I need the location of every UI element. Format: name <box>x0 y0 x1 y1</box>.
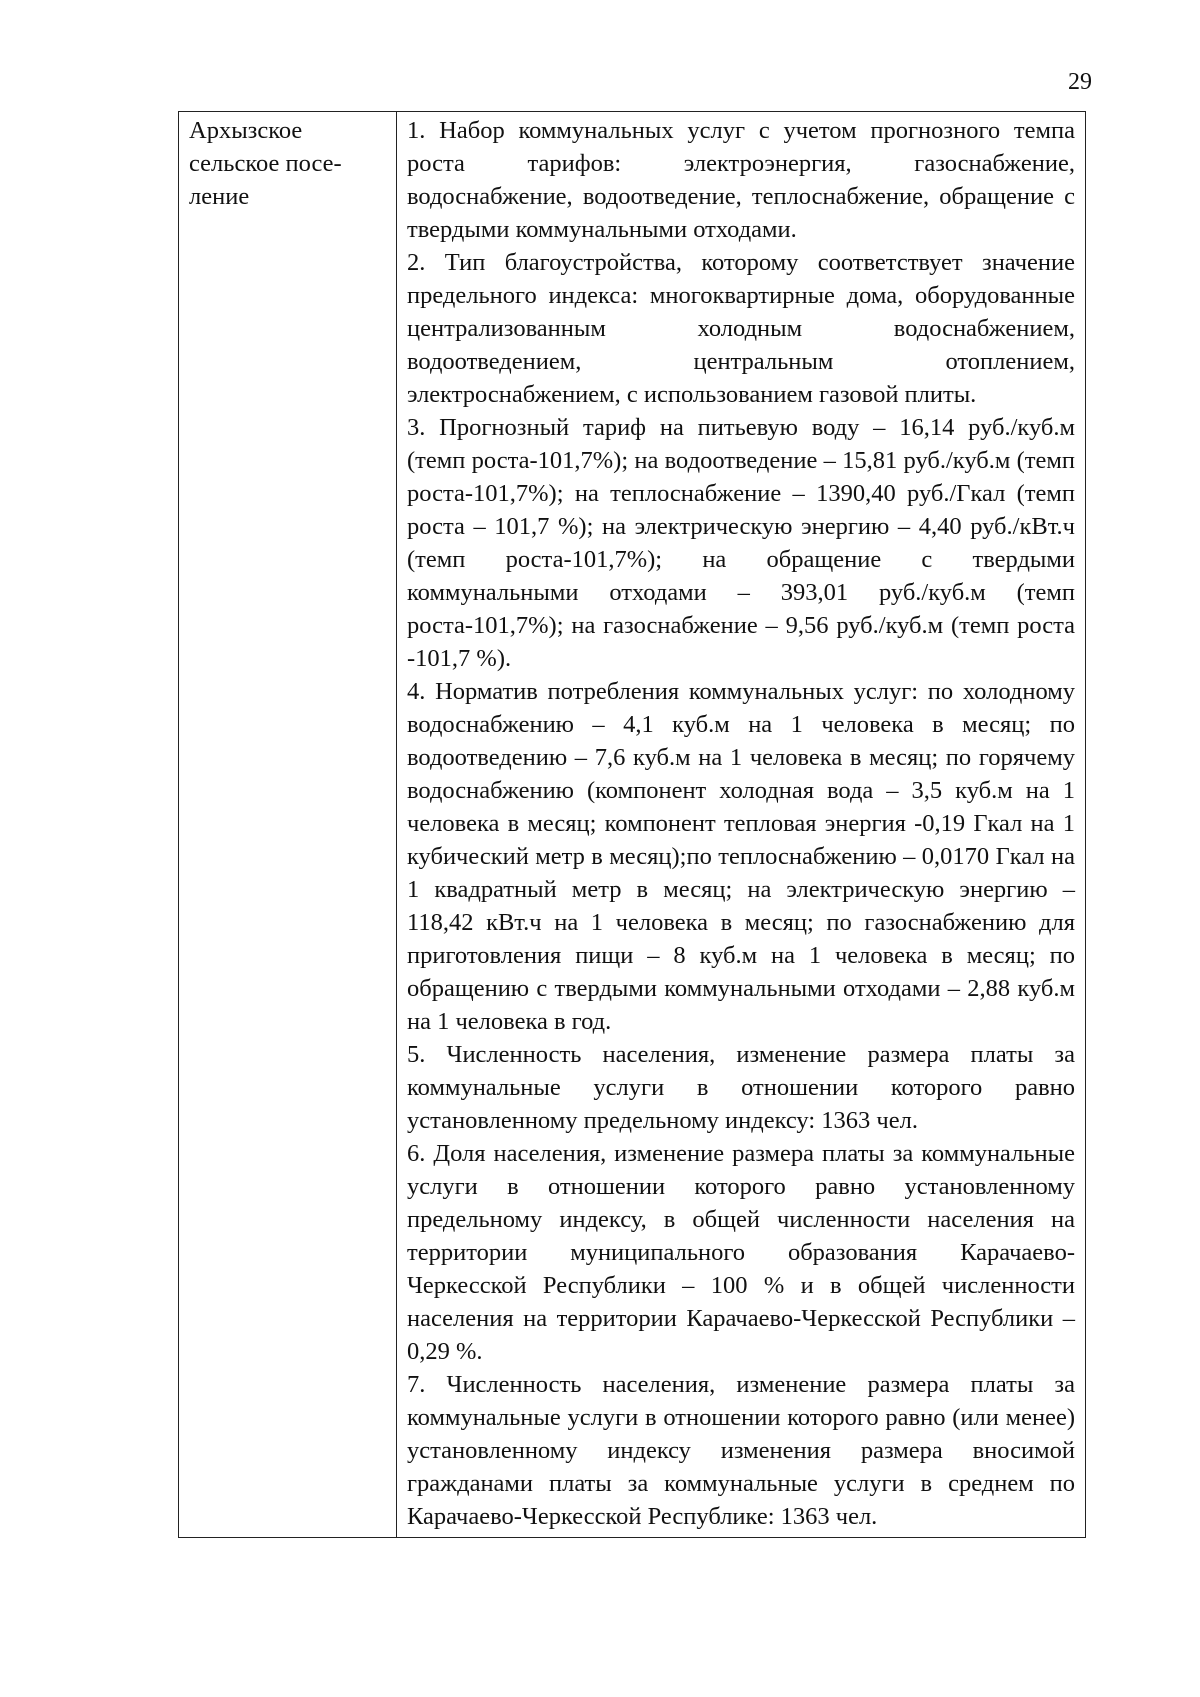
settlement-name-line: ление <box>189 183 250 210</box>
settlement-name-cell <box>179 112 397 1538</box>
improvement-type-paragraph: 2. Тип благоустройства, которому соответствует значение предельного индекса: многоквартирные дома, оборудованные централизованным холодным водоснабжением, водоотведением, центральным отоплением, электроснабжением, с использованием газовой плиты. <box>407 249 1075 408</box>
forecast-tariffs-paragraph: 3. Прогнозный тариф на питьевую воду – 16,14 руб./куб.м (темп роста-101,7%); на водоотведение – 15,81 руб./куб.м (темп роста-101,7%); на теплоснабжение – 1390,40 руб./Гкал (темп роста – 101,7 %); на электрическую энергию – 4,40 руб./кВт.ч (темп роста-101,7%); на обращение с твердыми коммунальными отходами – 393,01 руб./куб.м (темп роста-101,7%); на газоснабжение – 9,56 руб./куб.м (темп роста -101,7 %). <box>407 414 1075 672</box>
consumption-norms-paragraph: 4. Норматив потребления коммунальных услуг: по холодному водоснабжению – 4,1 куб.м на 1 человека в месяц; по водоотведению – 7,6 куб.м на 1 человека в месяц; по горячему водоснабжению (компонент холодная вода – 3,5 куб.м на 1 человека в месяц; компонент тепловая энергия -0,19 Гкал на 1 кубический метр в месяц);по теплоснабжению – 0,0170 Гкал на 1 квадратный метр в месяц; на электрическую энергию – 118,42 кВт.ч на 1 человека в месяц; по газоснабжению для приготовления пищи – 8 куб.м на 1 человека в месяц; по обращению с твердыми коммунальными отходами – 2,88 куб.м на 1 человека в год. <box>407 678 1075 1035</box>
settlement-name-line: Архызское <box>189 117 303 144</box>
table-row <box>179 112 1086 1538</box>
document-table <box>178 111 1086 1538</box>
indicators-cell <box>397 112 1086 1538</box>
population-count-paragraph: 5. Численность населения, изменение размера платы за коммунальные услуги в отношении которого равно установленному предельному индексу: 1363 чел. <box>407 1041 1075 1134</box>
population-share-paragraph: 6. Доля населения, изменение размера платы за коммунальные услуги в отношении которого равно установленному предельному индексу, в общей численности населения на территории муниципального образования Карачаево-Черкесской Республики – 100 % и в общей численности населения на территории Карачаево-Черкесской Республики – 0,29 %. <box>407 1140 1075 1365</box>
service-set-paragraph: 1. Набор коммунальных услуг с учетом прогнозного темпа роста тарифов: электроэнергия, газоснабжение, водоснабжение, водоотведение, теплоснабжение, обращение с твердыми коммунальными отходами. <box>407 117 1075 243</box>
population-average-index-paragraph: 7. Численность населения, изменение размера платы за коммунальные услуги в отношении которого равно (или менее) установленному индексу изменения размера вносимой гражданами платы за коммунальные услуги в среднем по Карачаево-Черкесской Республике: 1363 чел. <box>407 1371 1075 1530</box>
settlement-name-line: сельское посе- <box>189 150 342 177</box>
page-number: 29 <box>1068 69 1092 95</box>
